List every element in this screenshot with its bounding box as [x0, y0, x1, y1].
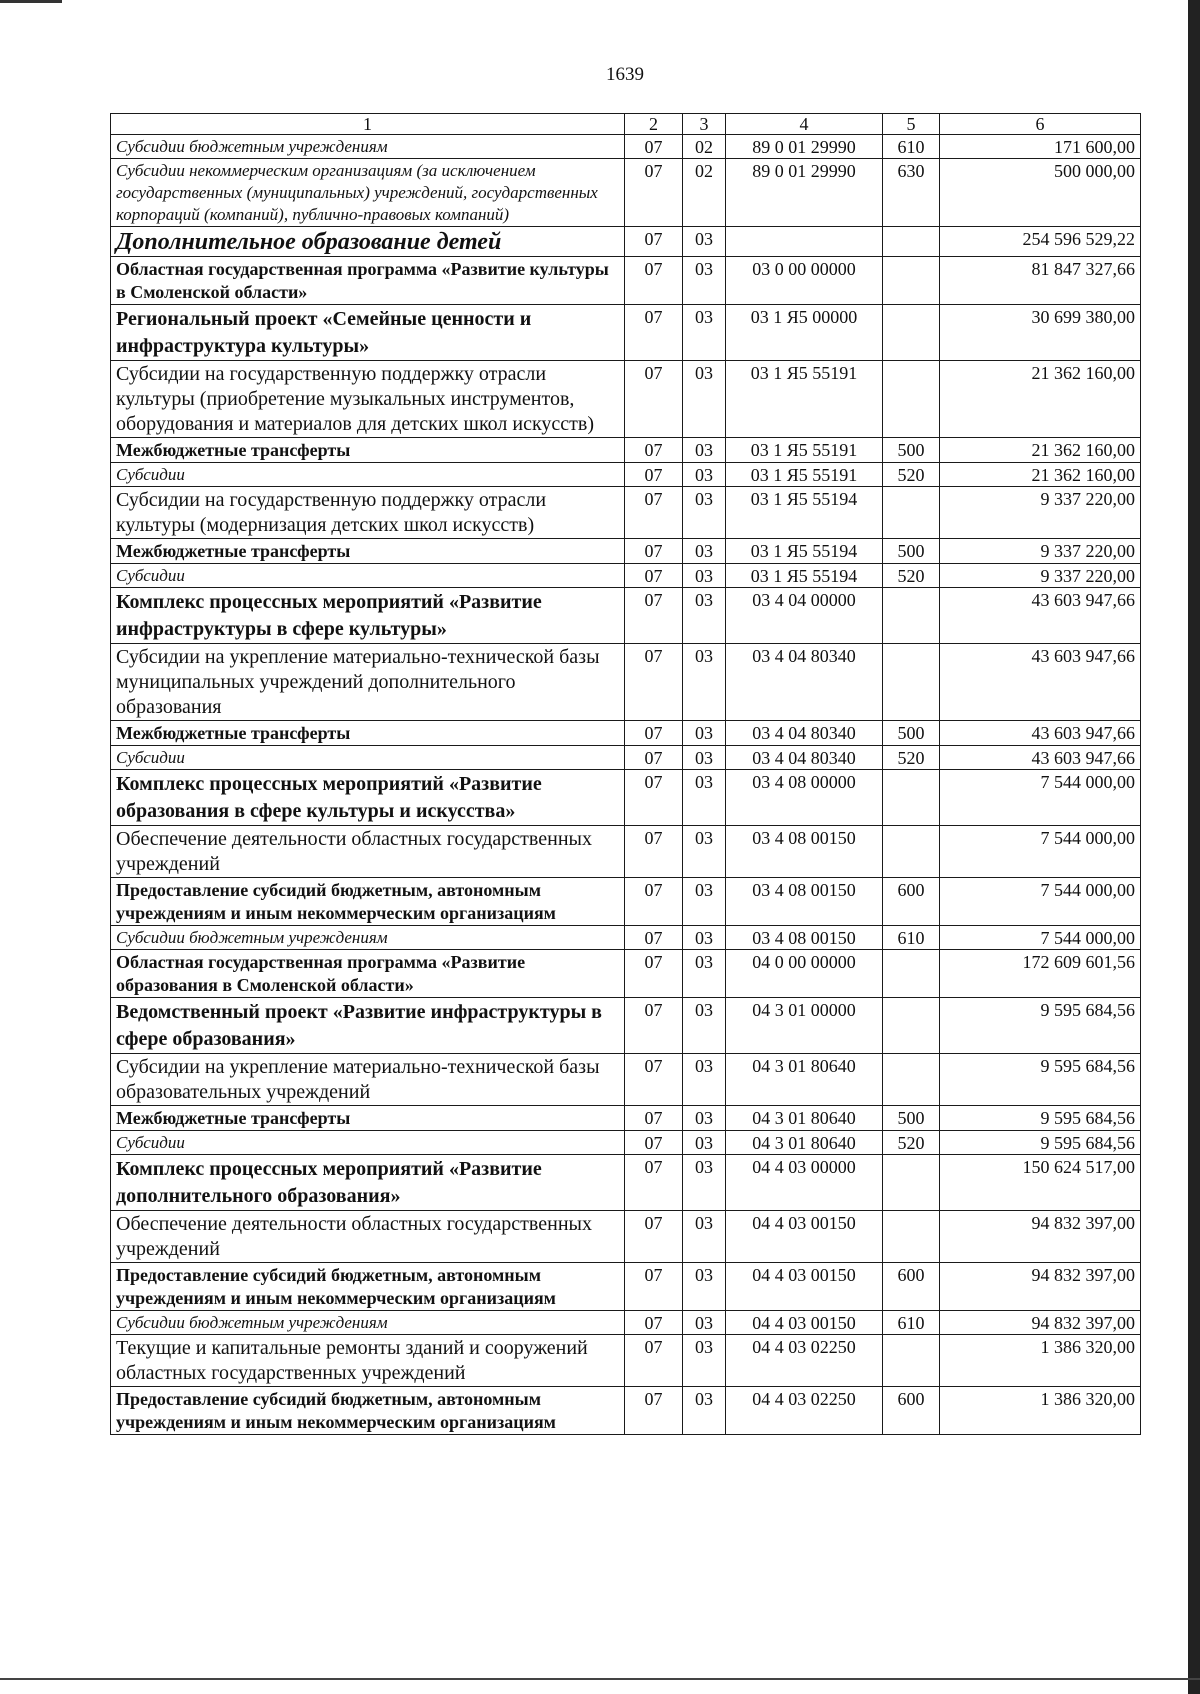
table-row: [111, 159, 1141, 227]
subsection-code-cell: 03: [683, 361, 726, 438]
table-row: [111, 227, 1141, 257]
subsection-code-cell: 03: [683, 878, 726, 926]
amount-cell: 9 595 684,56: [940, 998, 1141, 1054]
item-name-cell: Областная государственная программа «Развитие культуры в Смоленской области»: [111, 257, 625, 305]
expense-type-code-cell: 520: [883, 564, 940, 588]
expense-type-code-cell: [883, 950, 940, 998]
target-article-code-cell: 03 4 04 80340: [726, 644, 883, 721]
section-code-cell: 07: [625, 644, 683, 721]
section-code-cell: 07: [625, 770, 683, 826]
expense-type-code-cell: [883, 1211, 940, 1263]
expense-type-code-cell: [883, 257, 940, 305]
table-header-row: [111, 114, 1141, 135]
table-row: [111, 1263, 1141, 1311]
item-name-cell: Комплекс процессных мероприятий «Развитие инфраструктуры в сфере культуры»: [111, 588, 625, 644]
item-name-cell: Предоставление субсидий бюджетным, автономным учреждениям и иным некоммерческим организациям: [111, 1387, 625, 1435]
subsection-code-cell: 03: [683, 998, 726, 1054]
target-article-code-cell: 04 3 01 00000: [726, 998, 883, 1054]
amount-cell: 150 624 517,00: [940, 1155, 1141, 1211]
section-code-cell: 07: [625, 721, 683, 746]
item-name-cell: Субсидии: [111, 564, 625, 588]
target-article-code-cell: 03 1 Я5 55191: [726, 463, 883, 487]
table-row: [111, 1131, 1141, 1155]
item-name-cell: Субсидии на укрепление материально-технической базы образовательных учреждений: [111, 1054, 625, 1106]
expense-type-code-cell: 600: [883, 1387, 940, 1435]
item-name-cell: Текущие и капитальные ремонты зданий и сооружений областных государственных учреждений: [111, 1335, 625, 1387]
item-name-cell: Субсидии: [111, 746, 625, 770]
amount-cell: 7 544 000,00: [940, 826, 1141, 878]
target-article-code-cell: 04 3 01 80640: [726, 1131, 883, 1155]
subsection-code-cell: 03: [683, 1131, 726, 1155]
column-header: 6: [940, 114, 1141, 135]
section-code-cell: 07: [625, 564, 683, 588]
subsection-code-cell: 02: [683, 159, 726, 227]
table-row: [111, 926, 1141, 950]
expense-type-code-cell: 520: [883, 746, 940, 770]
table-row: [111, 257, 1141, 305]
item-name-cell: Субсидии бюджетным учреждениям: [111, 1311, 625, 1335]
item-name-cell: Комплекс процессных мероприятий «Развитие образования в сфере культуры и искусства»: [111, 770, 625, 826]
column-header: 3: [683, 114, 726, 135]
expense-type-code-cell: 500: [883, 438, 940, 463]
item-name-cell: Субсидии: [111, 1131, 625, 1155]
table-row: [111, 1155, 1141, 1211]
target-article-code-cell: 89 0 01 29990: [726, 135, 883, 159]
target-article-code-cell: 04 4 03 00150: [726, 1263, 883, 1311]
section-code-cell: 07: [625, 1106, 683, 1131]
expense-type-code-cell: [883, 227, 940, 257]
expense-type-code-cell: 600: [883, 1263, 940, 1311]
table-row: [111, 361, 1141, 438]
subsection-code-cell: 03: [683, 1311, 726, 1335]
scan-edge-line: [0, 1678, 1200, 1680]
section-code-cell: 07: [625, 1311, 683, 1335]
subsection-code-cell: 03: [683, 487, 726, 539]
section-code-cell: 07: [625, 926, 683, 950]
table-row: [111, 539, 1141, 564]
item-name-cell: Субсидии: [111, 463, 625, 487]
table-row: [111, 1054, 1141, 1106]
item-name-cell: Межбюджетные трансферты: [111, 721, 625, 746]
section-code-cell: 07: [625, 159, 683, 227]
amount-cell: 7 544 000,00: [940, 878, 1141, 926]
expense-type-code-cell: 500: [883, 1106, 940, 1131]
page-number: 1639: [606, 64, 644, 85]
amount-cell: 9 595 684,56: [940, 1131, 1141, 1155]
table-row: [111, 438, 1141, 463]
expense-type-code-cell: [883, 644, 940, 721]
item-name-cell: Субсидии на государственную поддержку отрасли культуры (модернизация детских школ искусств): [111, 487, 625, 539]
amount-cell: 30 699 380,00: [940, 305, 1141, 361]
target-article-code-cell: 04 3 01 80640: [726, 1054, 883, 1106]
item-name-cell: Межбюджетные трансферты: [111, 438, 625, 463]
expense-type-code-cell: [883, 361, 940, 438]
target-article-code-cell: 03 1 Я5 55191: [726, 361, 883, 438]
section-code-cell: 07: [625, 746, 683, 770]
amount-cell: 9 337 220,00: [940, 564, 1141, 588]
amount-cell: 254 596 529,22: [940, 227, 1141, 257]
amount-cell: 81 847 327,66: [940, 257, 1141, 305]
item-name-cell: Обеспечение деятельности областных государственных учреждений: [111, 826, 625, 878]
amount-cell: 9 595 684,56: [940, 1054, 1141, 1106]
section-code-cell: 07: [625, 1155, 683, 1211]
table-row: [111, 1335, 1141, 1387]
target-article-code-cell: 89 0 01 29990: [726, 159, 883, 227]
section-code-cell: 07: [625, 438, 683, 463]
table-row: [111, 721, 1141, 746]
subsection-code-cell: 03: [683, 721, 726, 746]
item-name-cell: Комплекс процессных мероприятий «Развитие дополнительного образования»: [111, 1155, 625, 1211]
section-code-cell: 07: [625, 1054, 683, 1106]
amount-cell: 9 337 220,00: [940, 539, 1141, 564]
table-row: [111, 998, 1141, 1054]
target-article-code-cell: 03 4 04 80340: [726, 721, 883, 746]
target-article-code-cell: 03 1 Я5 00000: [726, 305, 883, 361]
section-code-cell: 07: [625, 539, 683, 564]
column-header: 1: [111, 114, 625, 135]
expense-type-code-cell: 610: [883, 926, 940, 950]
amount-cell: 21 362 160,00: [940, 438, 1141, 463]
section-code-cell: 07: [625, 878, 683, 926]
target-article-code-cell: 03 4 04 80340: [726, 746, 883, 770]
amount-cell: 21 362 160,00: [940, 361, 1141, 438]
target-article-code-cell: 03 4 08 00000: [726, 770, 883, 826]
subsection-code-cell: 03: [683, 644, 726, 721]
target-article-code-cell: 03 4 08 00150: [726, 926, 883, 950]
item-name-cell: Субсидии на государственную поддержку отрасли культуры (приобретение музыкальных инструментов, оборудования и материалов для детских школ искусств): [111, 361, 625, 438]
expense-type-code-cell: 600: [883, 878, 940, 926]
section-code-cell: 07: [625, 1387, 683, 1435]
item-name-cell: Предоставление субсидий бюджетным, автономным учреждениям и иным некоммерческим организациям: [111, 878, 625, 926]
item-name-cell: Обеспечение деятельности областных государственных учреждений: [111, 1211, 625, 1263]
subsection-code-cell: 03: [683, 746, 726, 770]
target-article-code-cell: 04 4 03 02250: [726, 1387, 883, 1435]
item-name-cell: Субсидии на укрепление материально-технической базы муниципальных учреждений дополнительного образования: [111, 644, 625, 721]
table-row: [111, 878, 1141, 926]
section-code-cell: 07: [625, 826, 683, 878]
section-code-cell: 07: [625, 998, 683, 1054]
amount-cell: 43 603 947,66: [940, 644, 1141, 721]
section-code-cell: 07: [625, 257, 683, 305]
budget-table: [110, 113, 1141, 1435]
item-name-cell: Региональный проект «Семейные ценности и инфраструктура культуры»: [111, 305, 625, 361]
expense-type-code-cell: [883, 1155, 940, 1211]
section-code-cell: 07: [625, 135, 683, 159]
section-code-cell: 07: [625, 463, 683, 487]
expense-type-code-cell: [883, 1054, 940, 1106]
section-code-cell: 07: [625, 487, 683, 539]
table-row: [111, 487, 1141, 539]
amount-cell: 1 386 320,00: [940, 1387, 1141, 1435]
table-row: [111, 1106, 1141, 1131]
item-name-cell: Субсидии бюджетным учреждениям: [111, 135, 625, 159]
section-code-cell: 07: [625, 588, 683, 644]
item-name-cell: Предоставление субсидий бюджетным, автономным учреждениям и иным некоммерческим организациям: [111, 1263, 625, 1311]
expense-type-code-cell: [883, 588, 940, 644]
table-row: [111, 644, 1141, 721]
amount-cell: 21 362 160,00: [940, 463, 1141, 487]
target-article-code-cell: 03 4 08 00150: [726, 826, 883, 878]
target-article-code-cell: 03 1 Я5 55191: [726, 438, 883, 463]
table-row: [111, 135, 1141, 159]
expense-type-code-cell: 630: [883, 159, 940, 227]
subsection-code-cell: 03: [683, 1335, 726, 1387]
amount-cell: 9 595 684,56: [940, 1106, 1141, 1131]
subsection-code-cell: 03: [683, 305, 726, 361]
target-article-code-cell: 04 4 03 00150: [726, 1311, 883, 1335]
amount-cell: 9 337 220,00: [940, 487, 1141, 539]
section-code-cell: 07: [625, 227, 683, 257]
subsection-code-cell: 03: [683, 463, 726, 487]
section-code-cell: 07: [625, 1131, 683, 1155]
table-row: [111, 463, 1141, 487]
item-name-cell: Субсидии некоммерческим организациям (за исключением государственных (муниципальных) учреждений, государственных корпораций (компаний), публично-правовых компаний): [111, 159, 625, 227]
subsection-code-cell: 03: [683, 1155, 726, 1211]
table-row: [111, 305, 1141, 361]
subsection-code-cell: 03: [683, 770, 726, 826]
subsection-code-cell: 03: [683, 1211, 726, 1263]
subsection-code-cell: 03: [683, 227, 726, 257]
scan-edge: [1188, 0, 1200, 1694]
amount-cell: 172 609 601,56: [940, 950, 1141, 998]
expense-type-code-cell: [883, 826, 940, 878]
table-row: [111, 826, 1141, 878]
subsection-code-cell: 03: [683, 1387, 726, 1435]
expense-type-code-cell: [883, 1335, 940, 1387]
item-name-cell: Ведомственный проект «Развитие инфраструктуры в сфере образования»: [111, 998, 625, 1054]
expense-type-code-cell: [883, 998, 940, 1054]
subsection-code-cell: 03: [683, 539, 726, 564]
item-name-cell: Дополнительное образование детей: [111, 227, 625, 257]
section-code-cell: 07: [625, 361, 683, 438]
subsection-code-cell: 03: [683, 564, 726, 588]
section-code-cell: 07: [625, 1263, 683, 1311]
amount-cell: 1 386 320,00: [940, 1335, 1141, 1387]
subsection-code-cell: 03: [683, 950, 726, 998]
target-article-code-cell: 03 1 Я5 55194: [726, 487, 883, 539]
amount-cell: 7 544 000,00: [940, 770, 1141, 826]
subsection-code-cell: 03: [683, 438, 726, 463]
amount-cell: 43 603 947,66: [940, 746, 1141, 770]
expense-type-code-cell: 520: [883, 463, 940, 487]
target-article-code-cell: 04 0 00 00000: [726, 950, 883, 998]
table-row: [111, 1211, 1141, 1263]
subsection-code-cell: 02: [683, 135, 726, 159]
section-code-cell: 07: [625, 1211, 683, 1263]
column-header: 2: [625, 114, 683, 135]
table-row: [111, 1311, 1141, 1335]
expense-type-code-cell: 610: [883, 1311, 940, 1335]
amount-cell: 94 832 397,00: [940, 1311, 1141, 1335]
target-article-code-cell: 03 4 08 00150: [726, 878, 883, 926]
column-header: 5: [883, 114, 940, 135]
section-code-cell: 07: [625, 1335, 683, 1387]
amount-cell: 43 603 947,66: [940, 588, 1141, 644]
amount-cell: 500 000,00: [940, 159, 1141, 227]
section-code-cell: 07: [625, 305, 683, 361]
target-article-code-cell: 03 4 04 00000: [726, 588, 883, 644]
expense-type-code-cell: 500: [883, 721, 940, 746]
item-name-cell: Областная государственная программа «Развитие образования в Смоленской области»: [111, 950, 625, 998]
target-article-code-cell: 03 0 00 00000: [726, 257, 883, 305]
subsection-code-cell: 03: [683, 1054, 726, 1106]
table-row: [111, 588, 1141, 644]
expense-type-code-cell: 500: [883, 539, 940, 564]
table-row: [111, 564, 1141, 588]
subsection-code-cell: 03: [683, 826, 726, 878]
subsection-code-cell: 03: [683, 1263, 726, 1311]
column-header: 4: [726, 114, 883, 135]
table-row: [111, 746, 1141, 770]
subsection-code-cell: 03: [683, 588, 726, 644]
item-name-cell: Межбюджетные трансферты: [111, 539, 625, 564]
target-article-code-cell: 04 3 01 80640: [726, 1106, 883, 1131]
subsection-code-cell: 03: [683, 1106, 726, 1131]
target-article-code-cell: 03 1 Я5 55194: [726, 539, 883, 564]
amount-cell: 94 832 397,00: [940, 1211, 1141, 1263]
subsection-code-cell: 03: [683, 257, 726, 305]
target-article-code-cell: 03 1 Я5 55194: [726, 564, 883, 588]
table-row: [111, 1387, 1141, 1435]
table-row: [111, 770, 1141, 826]
amount-cell: 94 832 397,00: [940, 1263, 1141, 1311]
target-article-code-cell: 04 4 03 02250: [726, 1335, 883, 1387]
target-article-code-cell: [726, 227, 883, 257]
expense-type-code-cell: [883, 305, 940, 361]
subsection-code-cell: 03: [683, 926, 726, 950]
item-name-cell: Межбюджетные трансферты: [111, 1106, 625, 1131]
expense-type-code-cell: 520: [883, 1131, 940, 1155]
amount-cell: 43 603 947,66: [940, 721, 1141, 746]
target-article-code-cell: 04 4 03 00000: [726, 1155, 883, 1211]
expense-type-code-cell: [883, 770, 940, 826]
expense-type-code-cell: [883, 487, 940, 539]
amount-cell: 171 600,00: [940, 135, 1141, 159]
table-row: [111, 950, 1141, 998]
item-name-cell: Субсидии бюджетным учреждениям: [111, 926, 625, 950]
expense-type-code-cell: 610: [883, 135, 940, 159]
scan-mark: [0, 0, 62, 3]
amount-cell: 7 544 000,00: [940, 926, 1141, 950]
target-article-code-cell: 04 4 03 00150: [726, 1211, 883, 1263]
section-code-cell: 07: [625, 950, 683, 998]
